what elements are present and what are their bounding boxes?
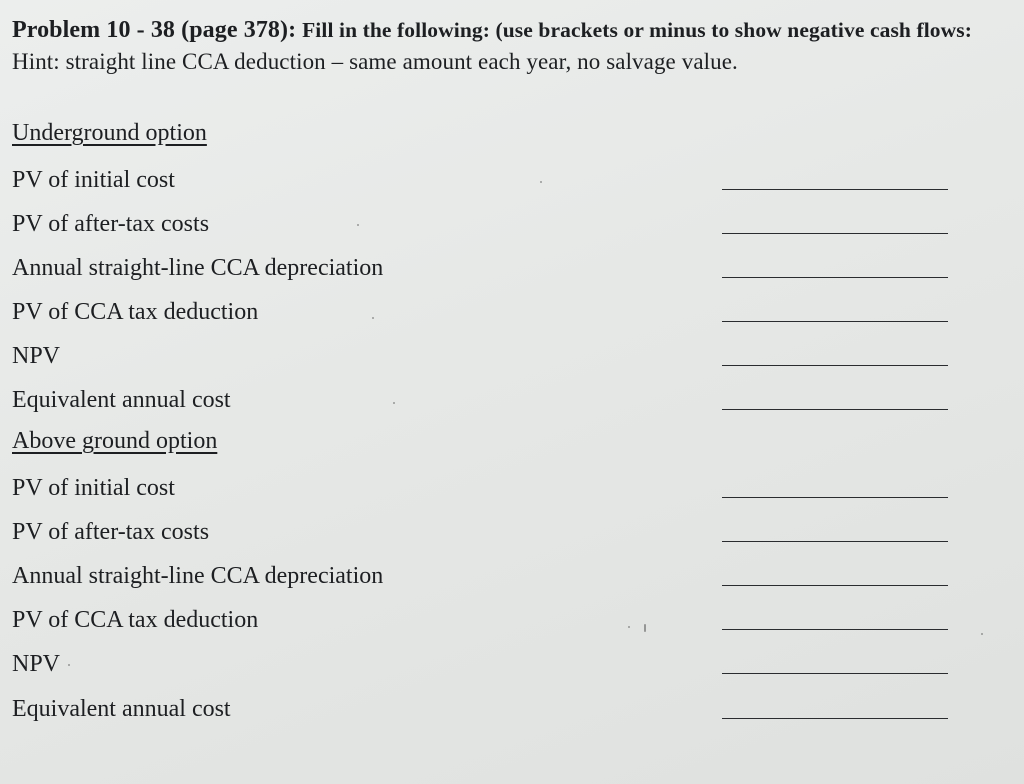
paper-speck	[628, 626, 630, 628]
problem-number: Problem 10 - 38 (page 378):	[12, 17, 297, 43]
aboveground-row-equivalent-annual-cost	[0, 694, 1024, 734]
row-label: PV of after-tax costs	[12, 519, 210, 545]
underground-row-equivalent-annual-cost	[0, 385, 1024, 425]
answer-blank[interactable]	[722, 321, 948, 322]
paper-speck	[540, 181, 542, 183]
answer-blank[interactable]	[722, 189, 948, 190]
row-label: NPV	[12, 343, 61, 369]
answer-blank[interactable]	[722, 365, 948, 366]
paper-speck	[357, 224, 359, 226]
answer-blank[interactable]	[722, 718, 948, 719]
row-label: PV of CCA tax deduction	[12, 607, 259, 633]
underground-row-pv-initial-cost	[0, 165, 1024, 205]
paper-speck	[68, 664, 70, 666]
row-label: PV of CCA tax deduction	[12, 299, 259, 325]
aboveground-row-npv	[0, 649, 1024, 689]
paper-speck	[393, 402, 395, 404]
problem-instruction: Fill in the following: (use brackets or minus to show negative cash flows:	[302, 18, 972, 42]
row-label: Equivalent annual cost	[12, 696, 231, 722]
paper-speck	[372, 317, 374, 319]
underground-row-npv	[0, 341, 1024, 381]
row-label: PV of initial cost	[12, 475, 175, 501]
answer-blank[interactable]	[722, 585, 948, 586]
problem-heading	[12, 14, 1002, 77]
answer-blank[interactable]	[722, 409, 948, 410]
answer-blank[interactable]	[722, 233, 948, 234]
row-label: Annual straight-line CCA depreciation	[12, 255, 384, 281]
answer-blank[interactable]	[722, 497, 948, 498]
aboveground-row-pv-after-tax-costs	[0, 517, 1024, 557]
answer-blank[interactable]	[722, 277, 948, 278]
aboveground-row-pv-cca-tax-deduction	[0, 605, 1024, 645]
row-label: PV of after-tax costs	[12, 211, 210, 237]
section-title-underground: Underground option	[12, 120, 207, 146]
answer-blank[interactable]	[722, 541, 948, 542]
row-label: PV of initial cost	[12, 167, 175, 193]
underground-row-pv-after-tax-costs	[0, 209, 1024, 249]
underground-row-pv-cca-tax-deduction	[0, 297, 1024, 337]
aboveground-row-annual-cca-depreciation	[0, 561, 1024, 601]
row-label: Equivalent annual cost	[12, 387, 231, 413]
paper-speck	[981, 633, 983, 635]
row-label: Annual straight-line CCA depreciation	[12, 563, 384, 589]
answer-blank[interactable]	[722, 673, 948, 674]
problem-hint: Hint: straight line CCA deduction – same amount each year, no salvage value.	[12, 49, 738, 74]
aboveground-row-pv-initial-cost	[0, 473, 1024, 513]
row-label: NPV	[12, 651, 61, 677]
paper-speck	[644, 624, 646, 632]
answer-blank[interactable]	[722, 629, 948, 630]
underground-row-annual-cca-depreciation	[0, 253, 1024, 293]
section-title-above-ground: Above ground option	[12, 428, 218, 454]
